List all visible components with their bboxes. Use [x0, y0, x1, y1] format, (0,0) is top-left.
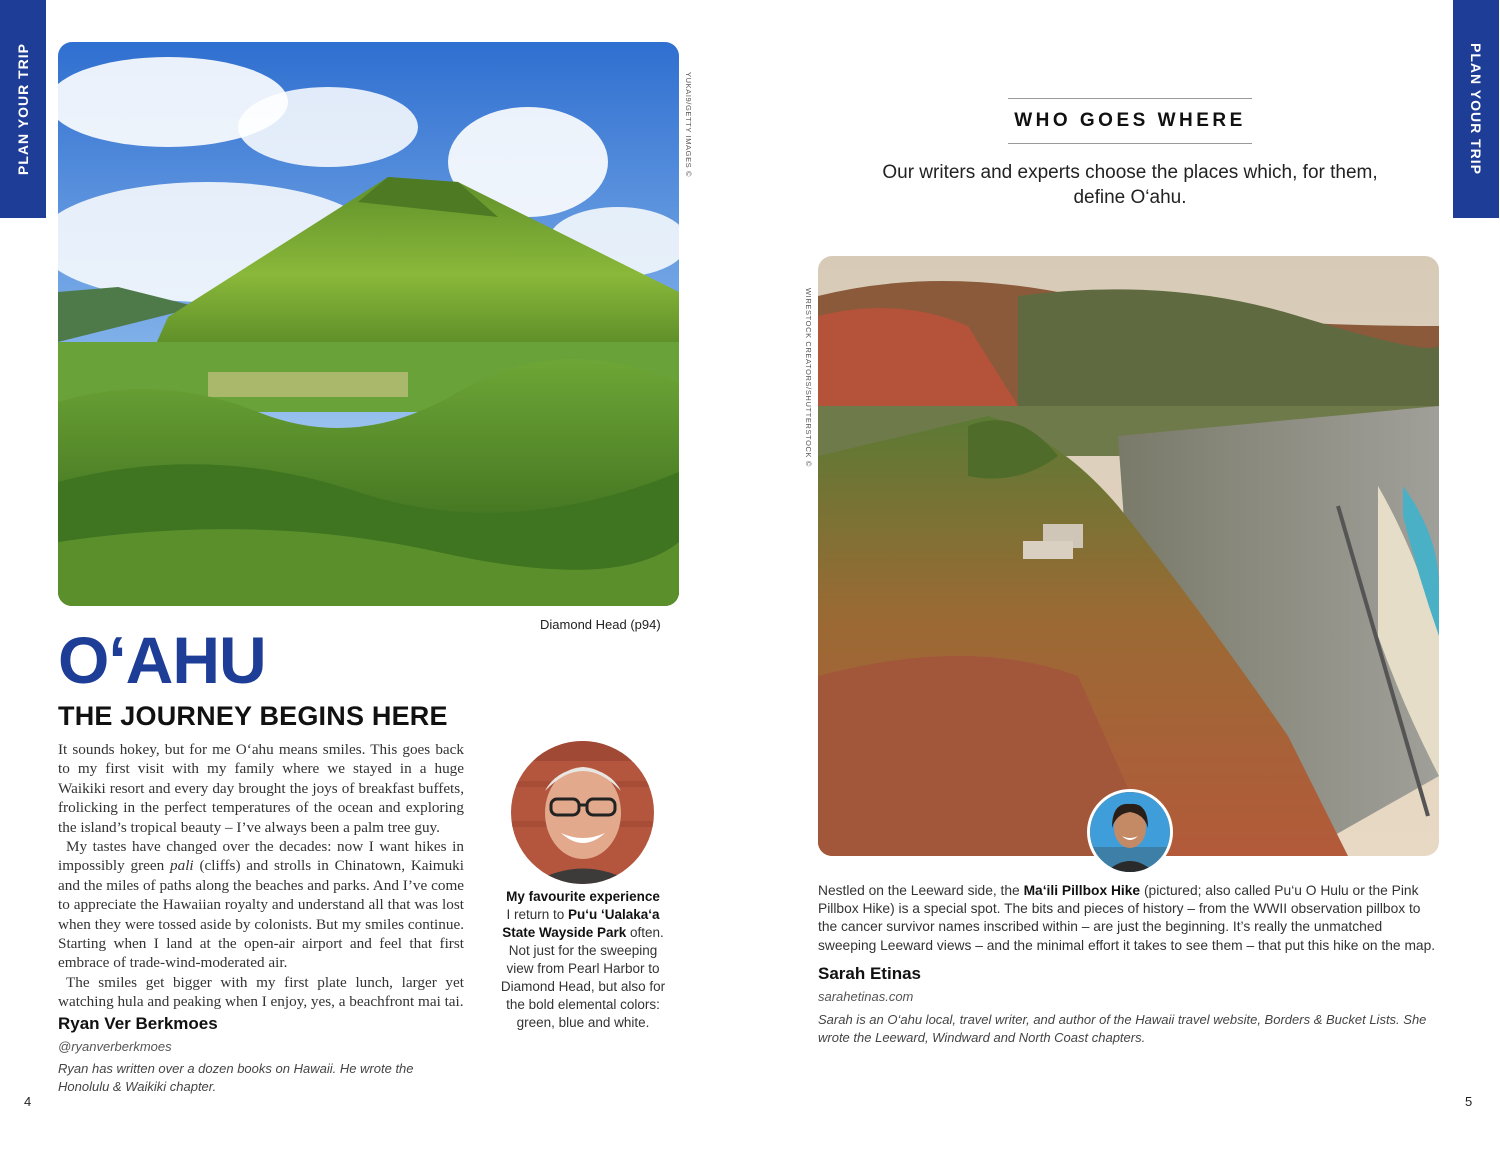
intro-paragraph: My tastes have changed over the decades: now I want hikes in impossibly green pali (cliffs) and strolls in Chinatown, Kaimuki and the miles of paths along the beaches and parks. And I’ve come to appreciate the Hawaiian royalty and understand all that was lost when they were tossed aside by colonists. But my smiles continue. Starting when I land at the open-air airport and feel that first embrace of trade-wind-moderated air.: [58, 838, 464, 972]
author-name: Sarah Etinas: [818, 964, 921, 983]
section-tab-right: [1453, 0, 1499, 218]
author-handle: @ryanverberkmoes: [58, 1039, 172, 1054]
divider: [1008, 98, 1252, 99]
photo-caption: Diamond Head (p94): [540, 617, 661, 632]
section-tab-left: [0, 0, 46, 218]
page-number-left: 4: [24, 1094, 32, 1109]
intro-paragraph: The smiles get bigger with my first plate lunch, larger yet watching hula and peaking when I enjoy, yes, a beachfront mai tai.: [58, 973, 464, 1011]
section-heading: WHO GOES WHERE: [1014, 110, 1246, 131]
author-name: Ryan Ver Berkmoes: [58, 1014, 218, 1033]
intro-paragraph: It sounds hokey, but for me O‘ahu means smiles. This goes back to my first visit with my family where we stayed in a huge Waikiki resort and every day brought the joys of breakfast buffets, frolicking in the perfect temperatures of the ocean and exploring the island’s tropical beauty – I’ve always been a palm tree guy.: [58, 741, 464, 836]
photo-credit: YUKAI9/GETTY IMAGES ©: [684, 72, 693, 178]
author-bio: Ryan has written over a dozen books on Hawaii. He wrote the Honolulu & Waikiki chapter.: [58, 1061, 414, 1094]
pillbox-hike-photo: [818, 256, 1439, 856]
photo-credit: WIRESTOCK CREATORS/SHUTTERSTOCK ©: [804, 288, 813, 467]
favourite-experience: [498, 888, 668, 1032]
sarah-description: Nestled on the Leeward side, the Ma‘ili Pillbox Hike (pictured; also called Pu‘u O Hulu or the Pink Pillbox Hike) is a special spot. The bits and pieces of history – from the WWII observation pillbox to the cancer survivor names inscribed within – are just the beginning. It’s really the unmatched sweeping Leeward views – and the minimal effort it takes to see them – that put this hike on the map.: [818, 883, 1436, 953]
favourite-text: I return to Pu‘u ‘Ualaka‘a State Wayside Park often. Not just for the sweeping view from Pearl Harbor to Diamond Head, but also for the bold elemental colors: green, blue and white.: [500, 907, 666, 1030]
diamond-head-photo: [58, 42, 679, 606]
author-website: sarahetinas.com: [818, 989, 914, 1004]
section-intro: Our writers and experts choose the places which, for them, define O‘ahu.: [882, 162, 1378, 208]
page-subtitle: THE JOURNEY BEGINS HERE: [58, 701, 448, 731]
page-title: O‘AHU: [58, 623, 266, 697]
intro-text: [58, 740, 464, 1012]
sarah-avatar: [1087, 789, 1173, 875]
page-number-right: 5: [1465, 1094, 1473, 1109]
section-tab-label: PLAN YOUR TRIP: [15, 43, 31, 175]
divider: [1008, 143, 1252, 144]
section-tab-label: PLAN YOUR TRIP: [1468, 43, 1484, 175]
favourite-heading: My favourite experience: [506, 889, 660, 904]
author-bio: Sarah is an O‘ahu local, travel writer, and author of the Hawaii travel website, Borders & Bucket Lists. She wrote the Leeward, Windward and North Coast chapters.: [818, 1012, 1427, 1045]
ryan-avatar: [511, 741, 654, 884]
